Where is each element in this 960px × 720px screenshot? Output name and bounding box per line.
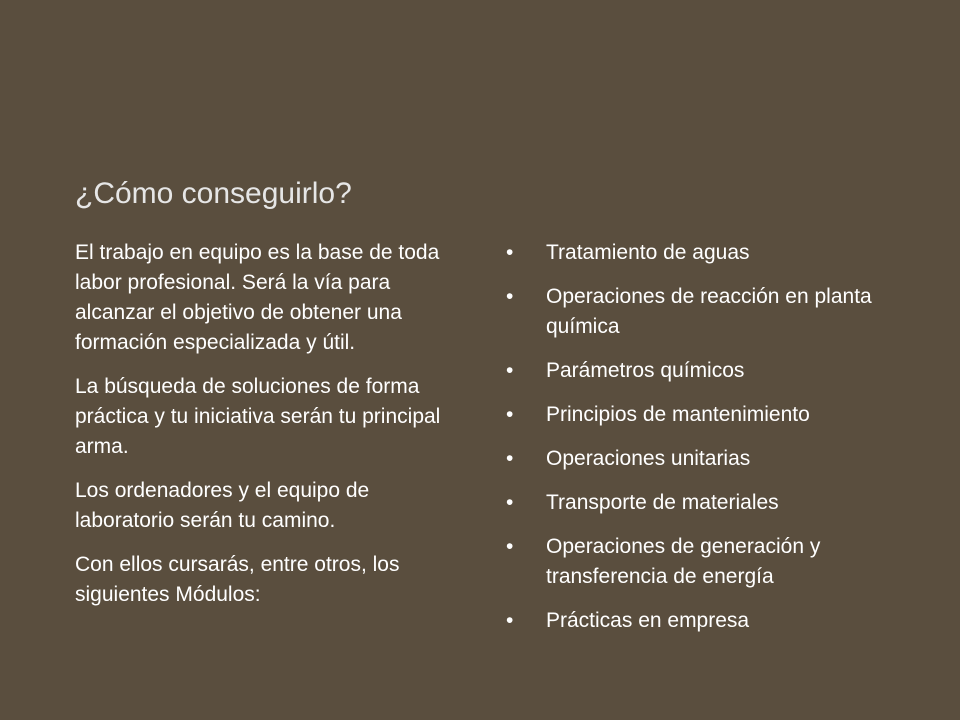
module-item [502,488,922,518]
module-item [502,444,922,474]
module-label: Transporte de materiales [546,491,779,514]
module-label: Parámetros químicos [546,359,745,382]
module-label: Tratamiento de aguas [546,241,750,264]
bullet-icon: • [506,359,514,382]
intro-text-column [75,238,470,624]
module-label: Prácticas en empresa [546,609,750,632]
module-item [502,606,922,636]
bullet-icon: • [506,609,514,632]
intro-paragraph-3: Los ordenadores y el equipo de laboratorio serán tu camino. [75,479,370,532]
intro-paragraph-2: La búsqueda de soluciones de forma práctica y tu iniciativa serán tu principal arma. [75,375,441,458]
module-item [502,282,922,342]
module-item [502,400,922,430]
module-label: Principios de mantenimiento [546,403,810,426]
modules-column [502,238,922,650]
module-label: Operaciones de generación y transferencia de energía [546,535,821,588]
module-label: Operaciones de reacción en planta química [546,285,872,338]
module-item [502,532,922,592]
bullet-icon: • [506,403,514,426]
bullet-icon: • [506,491,514,514]
bullet-icon: • [506,447,514,470]
module-label: Operaciones unitarias [546,447,751,470]
module-item [502,238,922,268]
bullet-icon: • [506,285,514,308]
bullet-icon: • [506,535,514,558]
module-item [502,356,922,386]
slide-title: ¿Cómo conseguirlo? [75,177,352,210]
intro-paragraph-4: Con ellos cursarás, entre otros, los siguientes Módulos: [75,553,400,606]
bullet-icon: • [506,241,514,264]
intro-paragraph-1: El trabajo en equipo es la base de toda labor profesional. Será la vía para alcanzar el objetivo de obtener una formación especializada y útil. [75,241,440,354]
modules-list [502,238,922,636]
